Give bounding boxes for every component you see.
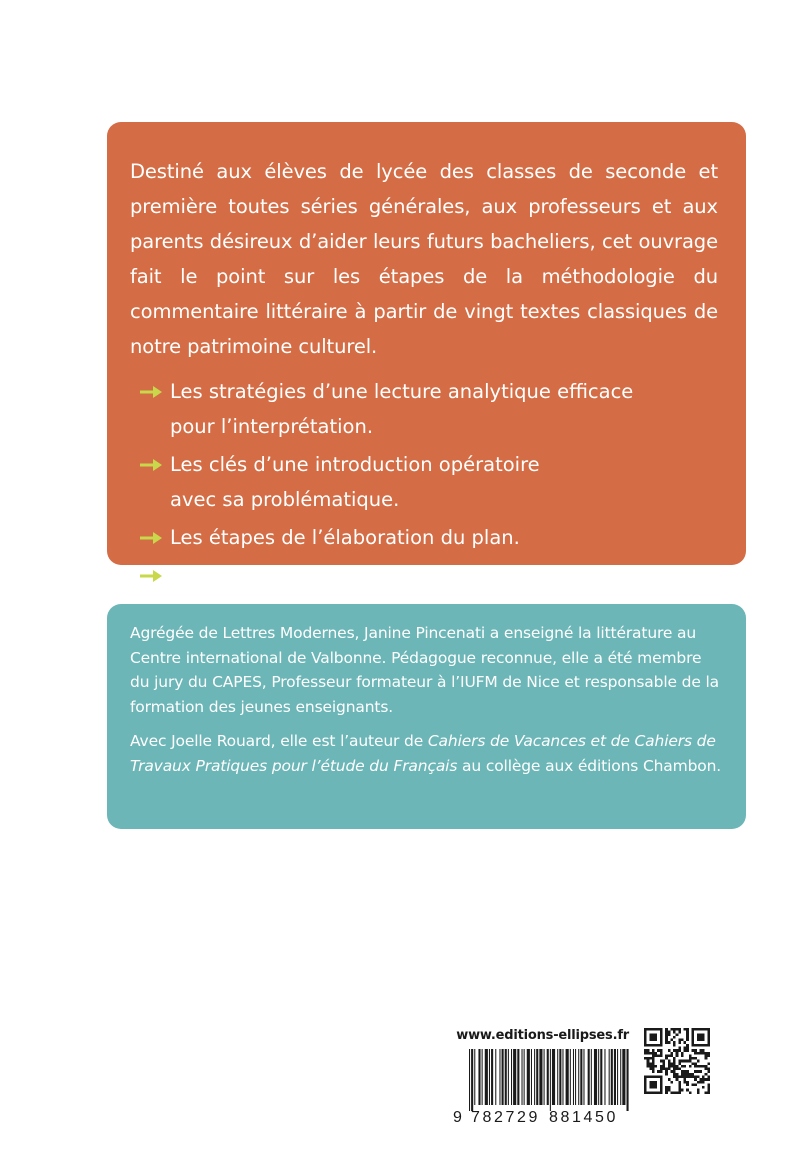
qr-module xyxy=(668,1031,671,1034)
qr-module xyxy=(668,1060,671,1063)
barcode-bar xyxy=(471,1049,473,1111)
key-point-text: pour l’interprétation. xyxy=(170,415,374,438)
qr-module xyxy=(676,1091,679,1094)
qr-module xyxy=(678,1091,681,1094)
barcode-bar xyxy=(604,1049,605,1105)
qr-module xyxy=(665,1054,668,1057)
qr-module xyxy=(699,1052,702,1055)
qr-module xyxy=(649,1081,657,1089)
qr-module xyxy=(684,1028,687,1031)
qr-module xyxy=(707,1078,710,1081)
qr-module xyxy=(665,1041,668,1044)
qr-module xyxy=(649,1065,652,1068)
qr-module xyxy=(676,1078,679,1081)
qr-module xyxy=(668,1054,671,1057)
qr-module xyxy=(684,1046,687,1049)
qr-module xyxy=(686,1046,689,1049)
barcode-bar xyxy=(552,1049,555,1105)
qr-module xyxy=(673,1062,676,1065)
qr-module xyxy=(689,1057,692,1060)
qr-module xyxy=(673,1057,676,1060)
barcode-bar xyxy=(627,1049,629,1111)
qr-module xyxy=(686,1076,689,1079)
qr-module xyxy=(707,1083,710,1086)
qr-module xyxy=(707,1086,710,1089)
qr-module xyxy=(692,1057,695,1060)
isbn-barcode xyxy=(451,1049,631,1125)
qr-module xyxy=(676,1054,679,1057)
qr-module xyxy=(660,1070,663,1073)
qr-module xyxy=(673,1044,676,1047)
qr-module xyxy=(697,1060,700,1063)
qr-module xyxy=(665,1028,668,1031)
qr-module xyxy=(681,1052,684,1055)
qr-module xyxy=(678,1086,681,1089)
qr-module xyxy=(676,1068,679,1071)
qr-module xyxy=(681,1039,684,1042)
author-panel xyxy=(107,604,746,829)
qr-module xyxy=(686,1039,689,1042)
qr-module xyxy=(678,1062,681,1065)
qr-module xyxy=(647,1062,650,1065)
qr-module xyxy=(705,1057,708,1060)
qr-module xyxy=(678,1031,681,1034)
qr-module xyxy=(681,1065,684,1068)
qr-module xyxy=(670,1039,673,1042)
qr-module xyxy=(705,1065,708,1068)
qr-module xyxy=(692,1076,695,1079)
barcode-bar xyxy=(469,1049,470,1111)
qr-module xyxy=(697,1070,700,1073)
qr-module xyxy=(665,1089,668,1092)
qr-module xyxy=(705,1073,708,1076)
barcode-bar xyxy=(499,1049,500,1105)
qr-module xyxy=(673,1028,676,1031)
barcode-bar xyxy=(620,1049,621,1105)
isbn-digit-lead: 9 xyxy=(453,1109,462,1125)
description-panel xyxy=(107,122,746,587)
barcode-bar xyxy=(594,1049,597,1105)
barcode-bar xyxy=(478,1049,480,1105)
barcode-bar xyxy=(511,1049,512,1105)
qr-module xyxy=(681,1054,684,1057)
qr-module xyxy=(673,1070,676,1073)
barcode-bar xyxy=(575,1049,576,1105)
barcode-bar xyxy=(536,1049,538,1105)
qr-module xyxy=(670,1081,673,1084)
qr-module xyxy=(684,1081,687,1084)
qr-module xyxy=(665,1036,668,1039)
barcode-bar xyxy=(485,1049,488,1105)
key-point xyxy=(130,558,718,593)
qr-module xyxy=(694,1065,697,1068)
qr-module xyxy=(686,1089,689,1092)
qr-module xyxy=(668,1086,671,1089)
qr-module xyxy=(644,1049,647,1052)
qr-module xyxy=(697,1091,700,1094)
qr-module xyxy=(649,1033,657,1041)
barcode-bar xyxy=(580,1049,582,1105)
barcode-bar xyxy=(524,1049,525,1105)
qr-module xyxy=(686,1033,689,1036)
barcode-bar xyxy=(522,1049,523,1105)
qr-module xyxy=(689,1073,692,1076)
barcode-bar xyxy=(614,1049,616,1105)
qr-module xyxy=(676,1065,679,1068)
qr-module xyxy=(647,1052,650,1055)
qr-module xyxy=(694,1049,697,1052)
arrow-right-icon xyxy=(140,532,162,544)
qr-module xyxy=(707,1062,710,1065)
barcode-bar xyxy=(517,1049,519,1105)
qr-module xyxy=(652,1062,655,1065)
qr-module xyxy=(652,1068,655,1071)
barcode-bar xyxy=(557,1049,558,1105)
qr-module xyxy=(681,1089,684,1092)
qr-module xyxy=(699,1078,702,1081)
barcode-bar xyxy=(531,1049,532,1105)
qr-module xyxy=(665,1057,668,1060)
qr-module xyxy=(676,1033,679,1036)
qr-module xyxy=(702,1081,705,1084)
qr-module xyxy=(705,1091,708,1094)
description-text: Destiné aux élèves de lycée des classes de seconde et première toutes séries générales, aux professeurs et aux parents désireux d’aider leurs futurs bacheliers, cet ouvrage fait le point sur les étapes de la méthodologie du commentaire littéraire à partir de vingt textes classiques de notre patrimoine culturel. xyxy=(130,160,718,358)
qr-module xyxy=(662,1062,665,1065)
qr-module xyxy=(684,1060,687,1063)
barcode-bar xyxy=(502,1049,504,1105)
qr-module xyxy=(678,1041,681,1044)
qr-module xyxy=(686,1081,689,1084)
qr-module xyxy=(673,1031,676,1034)
barcode-bar xyxy=(609,1049,610,1105)
qr-module xyxy=(665,1070,668,1073)
qr-module xyxy=(694,1078,697,1081)
qr-module xyxy=(681,1073,684,1076)
key-point-text: Les stratégies d’une lecture analytique efficace xyxy=(170,380,634,403)
qr-module xyxy=(684,1073,687,1076)
qr-module xyxy=(702,1086,705,1089)
qr-module xyxy=(673,1068,676,1071)
qr-module xyxy=(665,1068,668,1071)
barcode-bar xyxy=(611,1049,613,1105)
qr-module xyxy=(699,1081,702,1084)
qr-module xyxy=(649,1062,652,1065)
qr-module xyxy=(649,1052,652,1055)
qr-module xyxy=(686,1049,689,1052)
qr-module xyxy=(689,1065,692,1068)
qr-module xyxy=(684,1049,687,1052)
qr-module xyxy=(705,1068,708,1071)
isbn-digits-right: 881450 xyxy=(549,1109,618,1125)
qr-module xyxy=(678,1076,681,1079)
qr-module xyxy=(702,1078,705,1081)
qr-module xyxy=(673,1041,676,1044)
barcode-bar xyxy=(544,1049,545,1105)
barcode-bar xyxy=(474,1049,475,1105)
barcode-bar xyxy=(547,1049,549,1105)
qr-module xyxy=(697,1081,700,1084)
qr-module xyxy=(676,1076,679,1079)
qr-module xyxy=(655,1052,658,1055)
qr-module xyxy=(673,1091,676,1094)
qr-module xyxy=(694,1070,697,1073)
key-point xyxy=(130,520,718,555)
qr-module xyxy=(670,1052,673,1055)
qr-module xyxy=(673,1060,676,1063)
qr-module xyxy=(681,1070,684,1073)
qr-module xyxy=(702,1076,705,1079)
qr-module xyxy=(686,1073,689,1076)
qr-module xyxy=(660,1060,663,1063)
qr-module xyxy=(660,1052,663,1055)
qr-module xyxy=(673,1049,676,1052)
qr-module xyxy=(699,1049,702,1052)
qr-module xyxy=(686,1044,689,1047)
barcode-bar xyxy=(598,1049,599,1105)
qr-module xyxy=(665,1039,668,1042)
qr-module xyxy=(649,1057,652,1060)
qr-module xyxy=(697,1033,705,1041)
barcode-bars xyxy=(469,1049,629,1111)
qr-module xyxy=(707,1070,710,1073)
key-point-text: Les outils pour rédiger les paragraphes. xyxy=(170,564,559,587)
qr-module xyxy=(668,1068,671,1071)
barcode-bar xyxy=(495,1049,496,1105)
barcode-bar xyxy=(573,1049,574,1105)
qr-module xyxy=(652,1052,655,1055)
barcode-bar xyxy=(508,1049,509,1105)
barcode-bar xyxy=(539,1049,542,1105)
qr-module xyxy=(694,1052,697,1055)
qr-module xyxy=(684,1041,687,1044)
barcode-bar xyxy=(578,1049,579,1105)
qr-module xyxy=(673,1076,676,1079)
qr-module xyxy=(678,1068,681,1071)
barcode-bar xyxy=(566,1049,569,1105)
arrow-right-icon xyxy=(140,570,162,582)
qr-module xyxy=(678,1060,681,1063)
qr-module xyxy=(702,1049,705,1052)
qr-module xyxy=(694,1057,697,1060)
barcode-bar xyxy=(559,1049,561,1105)
qr-module xyxy=(668,1078,671,1081)
qr-module xyxy=(684,1070,687,1073)
qr-module xyxy=(652,1049,655,1052)
qr-module xyxy=(644,1057,647,1060)
qr-module xyxy=(697,1089,700,1092)
barcode-bar xyxy=(513,1049,516,1105)
qr-module xyxy=(694,1083,697,1086)
qr-module xyxy=(647,1060,650,1063)
qr-code-icon xyxy=(644,1028,710,1094)
barcode-bar xyxy=(588,1049,590,1105)
qr-module xyxy=(705,1052,708,1055)
qr-module xyxy=(668,1033,671,1036)
qr-module xyxy=(692,1083,695,1086)
qr-module xyxy=(707,1054,710,1057)
qr-module xyxy=(689,1060,692,1063)
qr-module xyxy=(670,1091,673,1094)
qr-module xyxy=(652,1065,655,1068)
qr-module xyxy=(668,1062,671,1065)
qr-module xyxy=(684,1065,687,1068)
barcode-bar xyxy=(489,1049,490,1105)
qr-module xyxy=(694,1076,697,1079)
qr-module xyxy=(657,1054,660,1057)
qr-module xyxy=(678,1039,681,1042)
barcode-bar xyxy=(600,1049,602,1105)
qr-module xyxy=(705,1054,708,1057)
author-bio: Agrégée de Lettres Modernes, Janine Pincenati a enseigné la littérature au Centre international de Valbonne. Pédagogue reconnue, elle a été membre du jury du CAPES, Professeur formateur à l’IUFM de Nice et responsable de la formation des jeunes enseignants. xyxy=(130,624,720,716)
qr-module xyxy=(692,1073,695,1076)
author-works xyxy=(130,729,724,778)
qr-module xyxy=(707,1052,710,1055)
qr-module xyxy=(686,1070,689,1073)
qr-module xyxy=(689,1076,692,1079)
qr-module xyxy=(689,1091,692,1094)
qr-module xyxy=(665,1073,668,1076)
qr-module xyxy=(665,1091,668,1094)
qr-module xyxy=(678,1089,681,1092)
qr-module xyxy=(707,1068,710,1071)
qr-module xyxy=(684,1078,687,1081)
key-point xyxy=(130,447,718,517)
barcode-bar xyxy=(562,1049,563,1105)
qr-module xyxy=(655,1054,658,1057)
qr-module xyxy=(670,1070,673,1073)
qr-module xyxy=(655,1065,658,1068)
arrow-right-icon xyxy=(140,459,162,471)
qr-module xyxy=(668,1089,671,1092)
works-prefix: Avec Joelle Rouard, elle est l’auteur de xyxy=(130,732,428,750)
qr-module xyxy=(670,1065,673,1068)
qr-module xyxy=(662,1068,665,1071)
barcode-bar xyxy=(482,1049,483,1105)
qr-module xyxy=(686,1028,689,1031)
qr-module xyxy=(668,1065,671,1068)
qr-module xyxy=(705,1078,708,1081)
qr-module xyxy=(699,1065,702,1068)
qr-module xyxy=(686,1031,689,1034)
qr-module xyxy=(644,1052,647,1055)
qr-module xyxy=(673,1036,676,1039)
barcode-bar xyxy=(534,1049,535,1105)
barcode-bar xyxy=(622,1049,625,1105)
barcode-bar xyxy=(570,1049,571,1105)
barcode-bar xyxy=(617,1049,618,1105)
qr-module xyxy=(699,1070,702,1073)
qr-module xyxy=(647,1065,650,1068)
qr-module xyxy=(694,1062,697,1065)
qr-module xyxy=(652,1054,655,1057)
qr-module xyxy=(652,1060,655,1063)
barcode-bar xyxy=(505,1049,507,1105)
qr-module xyxy=(670,1054,673,1057)
barcode-bar xyxy=(491,1049,493,1105)
works-suffix: au collège aux éditions Chambon. xyxy=(457,756,722,775)
qr-module xyxy=(678,1046,681,1049)
qr-module xyxy=(678,1028,681,1031)
qr-module xyxy=(689,1054,692,1057)
key-point-text: Les clés d’une introduction opératoire xyxy=(170,453,540,476)
qr-module xyxy=(670,1028,673,1031)
qr-module xyxy=(697,1052,700,1055)
qr-module xyxy=(678,1083,681,1086)
key-point-text: Les étapes de l’élaboration du plan. xyxy=(170,526,520,549)
qr-module xyxy=(662,1065,665,1068)
qr-module xyxy=(697,1076,700,1079)
qr-module xyxy=(649,1068,652,1071)
qr-module xyxy=(702,1065,705,1068)
qr-module xyxy=(647,1057,650,1060)
qr-module xyxy=(665,1033,668,1036)
isbn-digits-left: 782729 xyxy=(471,1109,540,1125)
works-titles: Cahiers de Vacances et de Cahiers de Travaux Pratiques pour l’étude du Français xyxy=(130,732,716,775)
qr-module xyxy=(686,1036,689,1039)
qr-module xyxy=(670,1062,673,1065)
qr-module xyxy=(707,1091,710,1094)
qr-module xyxy=(707,1076,710,1079)
qr-module xyxy=(681,1076,684,1079)
qr-module xyxy=(657,1070,660,1073)
qr-module xyxy=(692,1062,695,1065)
qr-module xyxy=(660,1068,663,1071)
key-point xyxy=(130,374,718,444)
qr-module xyxy=(665,1086,668,1089)
qr-module xyxy=(686,1083,689,1086)
qr-module xyxy=(657,1049,660,1052)
qr-module xyxy=(660,1049,663,1052)
qr-module xyxy=(673,1065,676,1068)
barcode-bar xyxy=(550,1049,551,1111)
qr-module xyxy=(673,1073,676,1076)
qr-module xyxy=(681,1060,684,1063)
arrow-right-icon xyxy=(140,386,162,398)
key-points-list xyxy=(130,374,718,593)
qr-module xyxy=(684,1076,687,1079)
qr-module xyxy=(662,1060,665,1063)
qr-module xyxy=(697,1065,700,1068)
qr-module xyxy=(676,1073,679,1076)
barcode-bar xyxy=(527,1049,530,1105)
qr-module xyxy=(647,1049,650,1052)
qr-module xyxy=(707,1089,710,1092)
qr-module xyxy=(668,1049,671,1052)
qr-module xyxy=(702,1052,705,1055)
qr-module xyxy=(676,1049,679,1052)
qr-module xyxy=(678,1049,681,1052)
qr-module xyxy=(668,1041,671,1044)
qr-module xyxy=(678,1081,681,1084)
qr-module xyxy=(676,1052,679,1055)
qr-module xyxy=(660,1054,663,1057)
qr-module xyxy=(676,1028,679,1031)
qr-module xyxy=(686,1060,689,1063)
barcode-bar xyxy=(591,1049,592,1105)
publisher-website[interactable]: www.editions-ellipses.fr xyxy=(456,1028,629,1043)
qr-module xyxy=(660,1065,663,1068)
qr-module xyxy=(665,1031,668,1034)
barcode-bar xyxy=(583,1049,584,1105)
qr-module xyxy=(692,1049,695,1052)
qr-module xyxy=(652,1070,655,1073)
key-point-text: avec sa problématique. xyxy=(170,488,400,511)
qr-module xyxy=(652,1057,655,1060)
